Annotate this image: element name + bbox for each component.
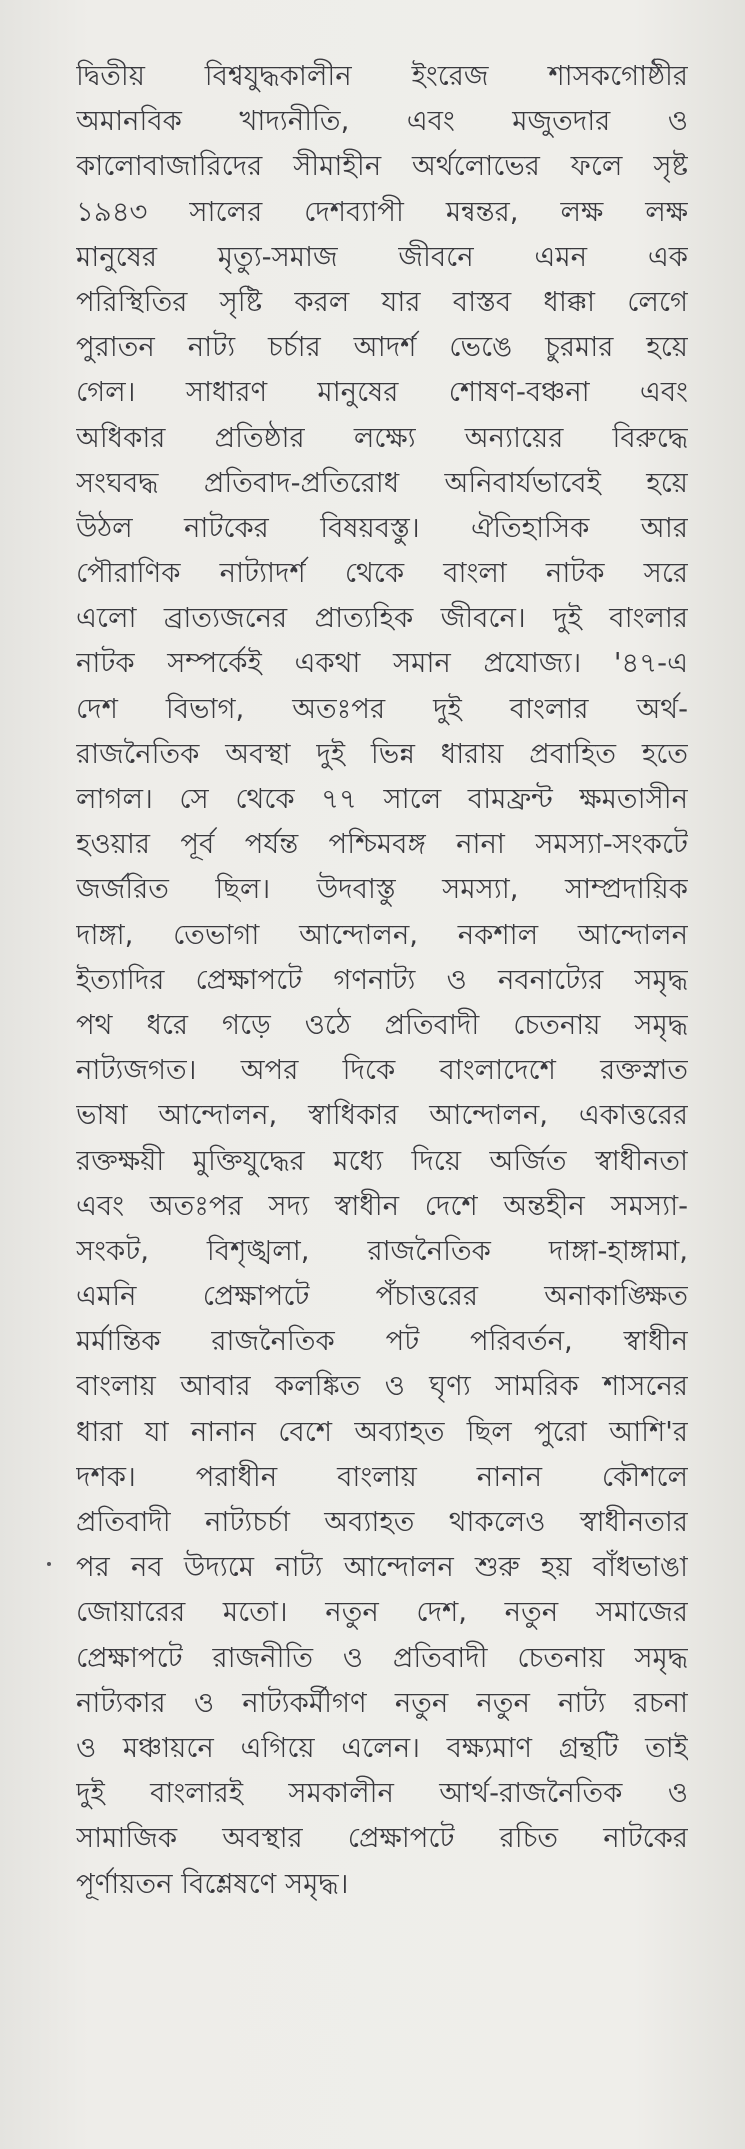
- text-line: পথ ধরে গড়ে ওঠে প্রতিবাদী চেতনায় সমৃদ্ধ: [76, 1008, 688, 1041]
- text-line: জোয়ারের মতো। নতুন দেশ, নতুন সমাজের: [76, 1596, 688, 1629]
- text-line: উঠল নাটকের বিষয়বস্তু। ঐতিহাসিক আর: [76, 511, 688, 544]
- text-line: দুই বাংলারই সমকালীন আর্থ-রাজনৈতিক ও: [76, 1777, 688, 1810]
- text-line: ভাষা আন্দোলন, স্বাধিকার আন্দোলন, একাত্তরের: [76, 1099, 688, 1132]
- text-line-last: পূর্ণায়তন বিশ্লেষণে সমৃদ্ধ।: [76, 1867, 349, 1900]
- text-line: মানুষের মৃত্যু-সমাজ জীবনে এমন এক: [76, 240, 688, 273]
- text-line: পরিস্থিতির সৃষ্টি করল যার বাস্তব ধাক্কা লেগে: [76, 285, 688, 318]
- text-line: পুরাতন নাট্য চর্চার আদর্শ ভেঙে চুরমার হয়ে: [76, 331, 688, 364]
- text-line: দশক। পরাধীন বাংলায় নানান কৌশলে: [76, 1460, 688, 1493]
- paragraph-text: [76, 54, 688, 1907]
- text-line: কালোবাজারিদের সীমাহীন অর্থলোভের ফলে সৃষ্ট: [76, 150, 688, 183]
- text-line: পৌরাণিক নাট্যাদর্শ থেকে বাংলা নাটক সরে: [76, 557, 688, 590]
- text-line: নাট্যকার ও নাট্যকর্মীগণ নতুন নতুন নাট্য রচনা: [76, 1686, 688, 1719]
- text-line: হওয়ার পূর্ব পর্যন্ত পশ্চিমবঙ্গ নানা সমস্যা-সংকটে: [76, 828, 688, 861]
- text-line: সামাজিক অবস্থার প্রেক্ষাপটে রচিত নাটকের: [76, 1822, 688, 1855]
- text-line: ও মঞ্চায়নে এগিয়ে এলেন। বক্ষ্যমাণ গ্রন্থটি তাই: [76, 1731, 688, 1764]
- text-line: সংঘবদ্ধ প্রতিবাদ-প্রতিরোধ অনিবার্যভাবেই হয়ে: [76, 466, 688, 499]
- text-line: ইত্যাদির প্রেক্ষাপটে গণনাট্য ও নবনাট্যের সমৃদ্ধ: [76, 963, 688, 996]
- text-line: বাংলায় আবার কলঙ্কিত ও ঘৃণ্য সামরিক শাসনের: [76, 1370, 688, 1403]
- ink-speck: [47, 1562, 51, 1566]
- text-line: মর্মান্তিক রাজনৈতিক পট পরিবর্তন, স্বাধীন: [76, 1325, 688, 1358]
- text-line: ধারা যা নানান বেশে অব্যাহত ছিল পুরো আশি'র: [76, 1415, 688, 1448]
- text-line: রাজনৈতিক অবস্থা দুই ভিন্ন ধারায় প্রবাহিত হতে: [76, 737, 688, 770]
- text-line: অমানবিক খাদ্যনীতি, এবং মজুতদার ও: [76, 105, 688, 138]
- text-line: এবং অতঃপর সদ্য স্বাধীন দেশে অন্তহীন সমস্যা-: [76, 1189, 688, 1222]
- text-line: লাগল। সে থেকে ৭৭ সালে বামফ্রন্ট ক্ষমতাসীন: [76, 783, 688, 815]
- text-line: প্রতিবাদী নাট্যচর্চা অব্যাহত থাকলেও স্বাধীনতার: [76, 1506, 688, 1538]
- text-line: ১৯৪৩ সালের দেশব্যাপী মন্বন্তর, লক্ষ লক্ষ: [76, 195, 688, 228]
- text-line: প্রেক্ষাপটে রাজনীতি ও প্রতিবাদী চেতনায় সমৃদ্ধ: [76, 1641, 688, 1674]
- text-line: পর নব উদ্যমে নাট্য আন্দোলন শুরু হয় বাঁধভাঙা: [76, 1551, 688, 1584]
- text-line: দাঙ্গা, তেভাগা আন্দোলন, নকশাল আন্দোলন: [76, 918, 688, 951]
- text-line: অধিকার প্রতিষ্ঠার লক্ষ্যে অন্যায়ের বিরুদ্ধে: [76, 421, 688, 454]
- text-line: গেল। সাধারণ মানুষের শোষণ-বঞ্চনা এবং: [76, 376, 688, 409]
- text-line: দ্বিতীয় বিশ্বযুদ্ধকালীন ইংরেজ শাসকগোষ্ঠীর: [76, 60, 688, 92]
- text-line: সংকট, বিশৃঙ্খলা, রাজনৈতিক দাঙ্গা-হাঙ্গামা,: [76, 1234, 688, 1267]
- text-line: এলো ব্রাত্যজনের প্রাত্যহিক জীবনে। দুই বাংলার: [76, 602, 688, 635]
- text-line: এমনি প্রেক্ষাপটে পঁচাত্তরের অনাকাঙ্ক্ষিত: [76, 1280, 688, 1313]
- text-line: জর্জরিত ছিল। উদবাস্তু সমস্যা, সাম্প্রদায়িক: [76, 873, 688, 906]
- text-line: দেশ বিভাগ, অতঃপর দুই বাংলার অর্থ-: [76, 692, 688, 725]
- text-line: নাটক সম্পর্কেই একথা সমান প্রযোজ্য। '৪৭-এ: [76, 647, 688, 680]
- text-line: নাট্যজগত। অপর দিকে বাংলাদেশে রক্তস্নাত: [76, 1054, 688, 1087]
- text-line: রক্তক্ষয়ী মুক্তিযুদ্ধের মধ্যে দিয়ে অর্জিত স্বাধীনতা: [76, 1144, 688, 1177]
